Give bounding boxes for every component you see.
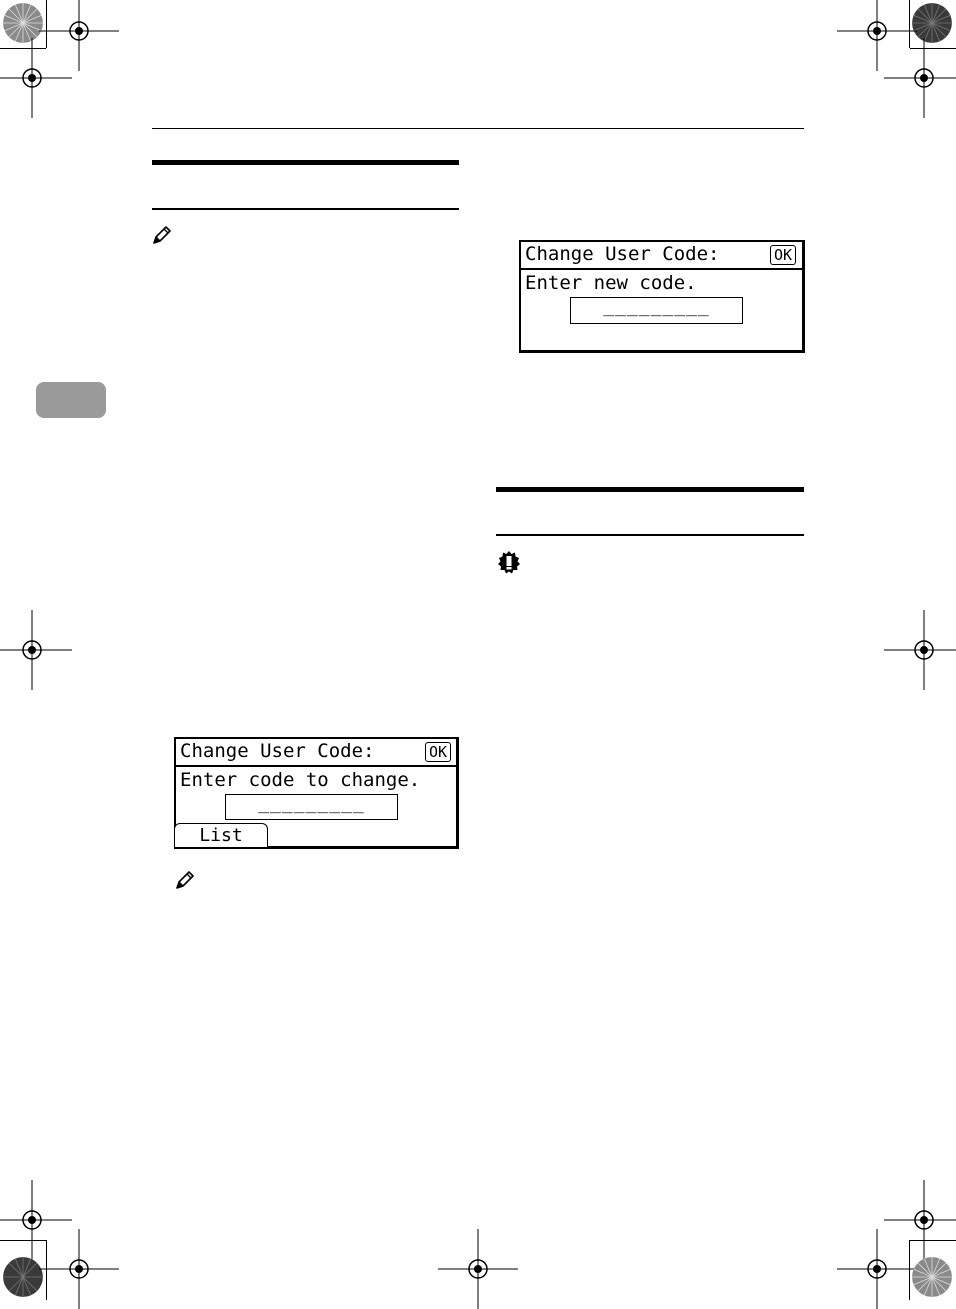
pencil-note-icon [151, 224, 173, 246]
list-tab[interactable] [174, 823, 268, 847]
chapter-tab [36, 382, 106, 418]
code-input-value: _________ [258, 794, 365, 814]
registration-mark [438, 1229, 518, 1309]
panel-title-divider [521, 268, 802, 270]
pencil-note-icon [174, 869, 196, 891]
list-tab-label: List [199, 825, 243, 846]
registration-mark [39, 1229, 119, 1309]
panel-prompt: Enter new code. [525, 272, 697, 294]
registration-mark [0, 610, 72, 690]
color-calibration-disk [912, 1257, 952, 1297]
section-heading-rule-thin [152, 208, 459, 210]
panel-title-divider [176, 765, 456, 767]
code-input-field[interactable] [570, 297, 743, 324]
panel-title: Change User Code: [180, 740, 375, 762]
section-heading-rule-thin [496, 534, 804, 536]
ok-button[interactable]: OK [425, 742, 451, 762]
section-heading-rule-thick [496, 487, 804, 492]
section-heading-rule-thick [152, 160, 459, 165]
lcd-panel-new-code [519, 240, 805, 353]
ok-button[interactable]: OK [770, 245, 796, 265]
color-calibration-disk [3, 3, 43, 43]
registration-mark [837, 1229, 917, 1309]
registration-mark [884, 610, 956, 690]
header-rule [152, 128, 804, 129]
code-input-value: _________ [603, 297, 710, 317]
registration-mark [0, 38, 72, 118]
color-calibration-disk [3, 1257, 43, 1297]
lcd-panel-enter-code [174, 737, 459, 849]
panel-title: Change User Code: [525, 243, 720, 265]
color-calibration-disk [912, 3, 952, 43]
registration-mark [884, 38, 956, 118]
code-input-field[interactable] [225, 794, 398, 820]
panel-prompt: Enter code to change. [180, 769, 421, 791]
important-icon [497, 550, 521, 574]
